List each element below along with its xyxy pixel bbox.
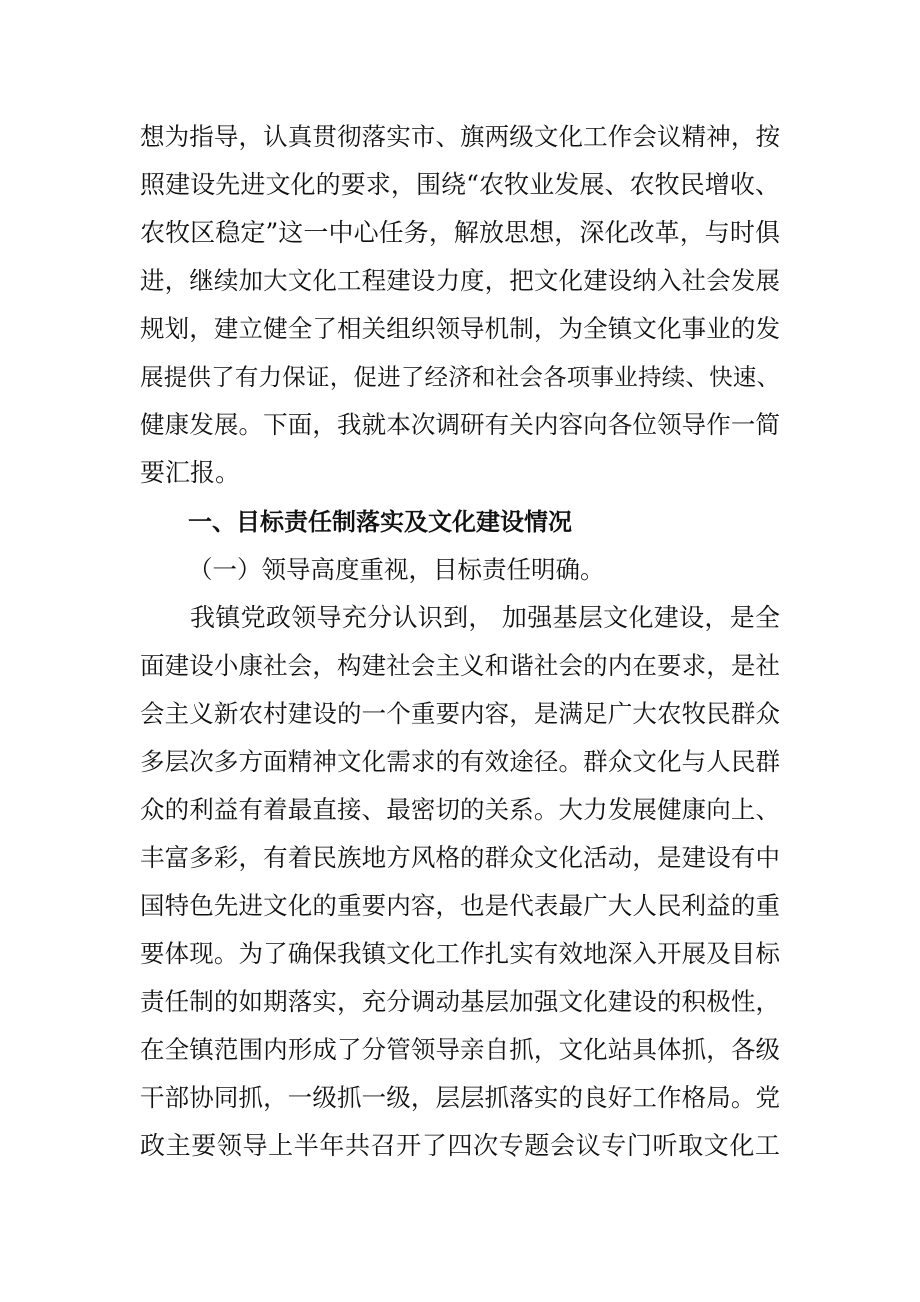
subsection-heading: （一）领导高度重视，目标责任明确。: [188, 555, 605, 584]
paragraph-line: 干部协同抓，一级抓一级，层层抓落实的良好工作格局。党: [140, 1083, 780, 1112]
paragraph-line: 丰富多彩，有着民族地方风格的群众文化活动，是建设有中: [140, 843, 780, 872]
paragraph-line: 众的利益有着最直接、最密切的关系。大力发展健康向上、: [140, 795, 780, 824]
paragraph-line: 健康发展。下面，我就本次调研有关内容向各位领导作一简: [140, 410, 780, 439]
section-heading: 一、目标责任制落实及文化建设情况: [188, 508, 572, 536]
paragraph-line: 责任制的如期落实，充分调动基层加强文化建设的积极性，: [140, 987, 780, 1016]
paragraph-line: 国特色先进文化的重要内容，也是代表最广大人民利益的重: [140, 891, 780, 920]
paragraph-line: 在全镇范围内形成了分管领导亲自抓，文化站具体抓，各级: [140, 1035, 780, 1064]
paragraph-line: 会主义新农村建设的一个重要内容，是满足广大农牧民群众: [140, 699, 780, 728]
paragraph-line: 我镇党政领导充分认识到， 加强基层文化建设，是全: [190, 603, 780, 632]
paragraph-line: 多层次多方面精神文化需求的有效途径。群众文化与人民群: [140, 747, 780, 776]
paragraph-line: 要汇报。: [140, 458, 241, 487]
paragraph-line: 进，继续加大文化工程建设力度，把文化建设纳入社会发展: [140, 266, 780, 295]
paragraph-line: 照建设先进文化的要求，围绕“农牧业发展、农牧民增收、: [140, 170, 780, 199]
paragraph-line: 面建设小康社会，构建社会主义和谐社会的内在要求，是社: [140, 651, 780, 680]
paragraph-line: 政主要领导上半年共召开了四次专题会议专门听取文化工: [140, 1131, 780, 1160]
paragraph-line: 想为指导，认真贯彻落实市、旗两级文化工作会议精神，按: [140, 122, 780, 151]
paragraph-line: 要体现。为了确保我镇文化工作扎实有效地深入开展及目标: [140, 939, 780, 968]
paragraph-line: 规划，建立健全了相关组织领导机制，为全镇文化事业的发: [140, 314, 780, 343]
paragraph-line: 农牧区稳定”这一中心任务，解放思想，深化改革，与时俱: [140, 218, 780, 247]
paragraph-line: 展提供了有力保证，促进了经济和社会各项事业持续、快速、: [140, 363, 780, 391]
